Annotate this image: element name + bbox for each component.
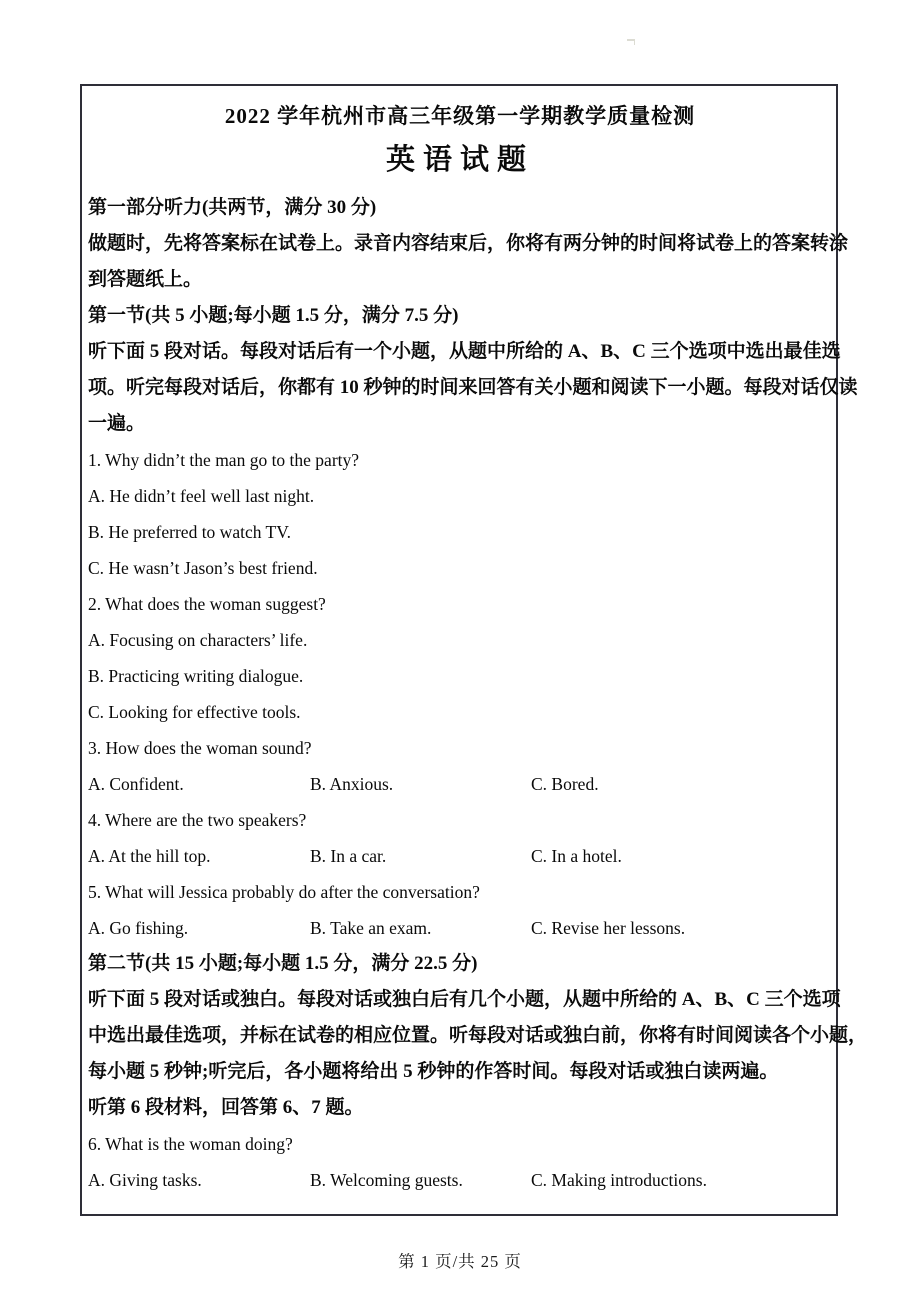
question-2-text: 2. What does the woman suggest?	[88, 594, 326, 614]
question-2-option-b: B. Practicing writing dialogue.	[88, 666, 304, 686]
question-5-option-b: B. Take an exam.	[310, 918, 432, 938]
question-3-options-row	[88, 766, 832, 802]
section2-instruction-line: 中选出最佳选项，并标在试卷的相应位置。听每段对话或独白前，你将有时间阅读各个小题，	[88, 1025, 868, 1046]
question-6-option-b: B. Welcoming guests.	[310, 1170, 463, 1190]
stray-scan-mark	[627, 39, 635, 45]
section2-instruction-line: 听下面 5 段对话或独白。每段对话或独白后有几个小题，从题中所给的 A、B、C 三个选项	[88, 989, 841, 1010]
question-1-option-b: B. He preferred to watch TV.	[88, 522, 291, 542]
section1-instruction-line: 听下面 5 段对话。每段对话后有一个小题，从题中所给的 A、B、C 三个选项中选出最佳选	[88, 341, 841, 362]
question-4-options-row	[88, 838, 832, 874]
question-5-text: 5. What will Jessica probably do after the conversation?	[88, 882, 480, 902]
question-3-text: 3. How does the woman sound?	[88, 738, 312, 758]
question-4-option-a: A. At the hill top.	[88, 846, 211, 866]
exam-page-frame	[80, 84, 868, 1216]
question-6-option-a: A. Giving tasks.	[88, 1170, 202, 1190]
question-1-option-c: C. He wasn’t Jason’s best friend.	[88, 558, 318, 578]
question-5-options-row	[88, 910, 832, 946]
question-1-option-a: A. He didn’t feel well last night.	[88, 486, 315, 506]
section2-material-prompt: 听第 6 段材料，回答第 6、7 题。	[88, 1097, 364, 1118]
page-number-footer: 第 1 页/共 25 页	[398, 1252, 522, 1271]
section2-heading: 第二节(共 15 小题;每小题 1.5 分，满分 22.5 分)	[88, 953, 478, 974]
part1-instruction-line: 到答题纸上。	[88, 269, 203, 290]
question-3-option-c: C. Bored.	[531, 774, 599, 794]
section2-instruction-line: 每小题 5 秒钟;听完后，各小题将给出 5 秒钟的作答时间。每段对话或独白读两遍。	[88, 1061, 779, 1082]
question-2-option-c: C. Looking for effective tools.	[88, 702, 301, 722]
subject-title: 英语试题	[385, 144, 534, 176]
question-5-option-a: A. Go fishing.	[88, 918, 189, 938]
question-3-option-a: A. Confident.	[88, 774, 184, 794]
section1-instruction-line: 项。听完每段对话后，你都有 10 秒钟的时间来回答有关小题和阅读下一小题。每段对话仅读	[88, 377, 858, 398]
question-2-option-a: A. Focusing on characters’ life.	[88, 630, 308, 650]
part1-heading: 第一部分听力(共两节，满分 30 分)	[88, 197, 377, 218]
question-5-option-c: C. Revise her lessons.	[531, 918, 686, 938]
question-6-options-row	[88, 1162, 832, 1198]
exam-title: 2022 学年杭州市高三年级第一学期教学质量检测	[224, 104, 696, 128]
question-4-option-b: B. In a car.	[310, 846, 387, 866]
question-6-text: 6. What is the woman doing?	[88, 1134, 293, 1154]
part1-instruction-line: 做题时，先将答案标在试卷上。录音内容结束后，你将有两分钟的时间将试卷上的答案转涂	[88, 233, 849, 254]
question-4-option-c: C. In a hotel.	[531, 846, 622, 866]
section1-instruction-line: 一遍。	[88, 413, 146, 434]
question-4-text: 4. Where are the two speakers?	[88, 810, 307, 830]
question-1-text: 1. Why didn’t the man go to the party?	[88, 450, 360, 470]
question-3-option-b: B. Anxious.	[310, 774, 394, 794]
section1-heading: 第一节(共 5 小题;每小题 1.5 分，满分 7.5 分)	[88, 305, 459, 326]
question-6-option-c: C. Making introductions.	[531, 1170, 707, 1190]
